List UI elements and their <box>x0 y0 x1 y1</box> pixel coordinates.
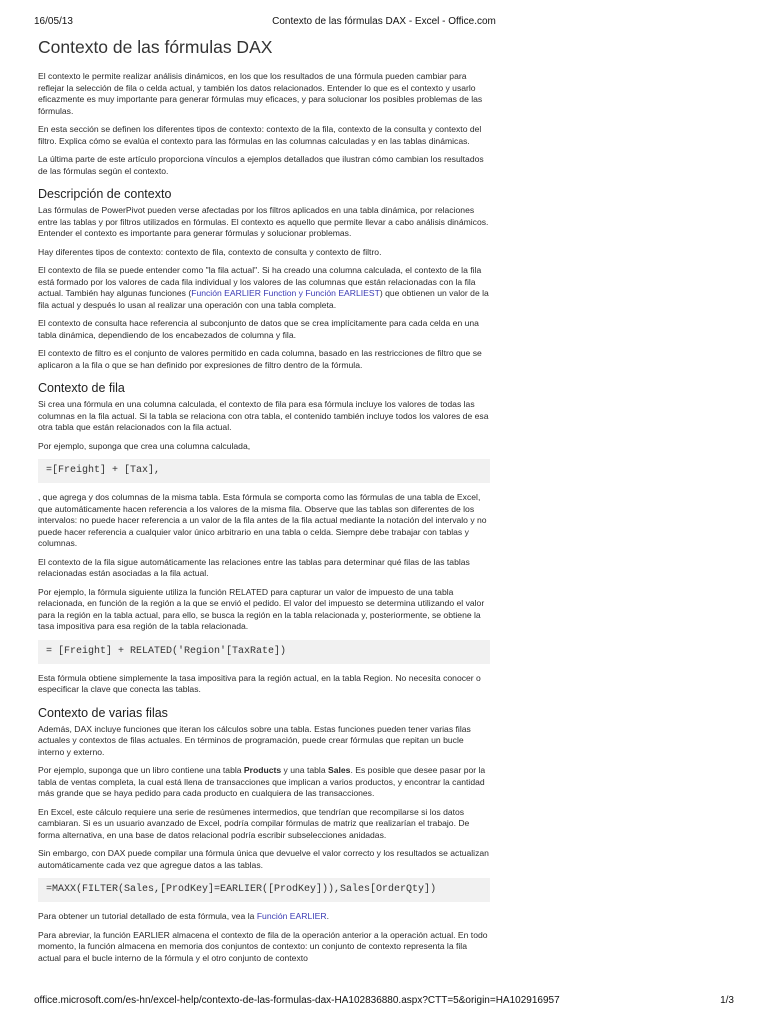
paragraph: Por ejemplo, suponga que crea una columna calculada, <box>38 440 251 451</box>
text: . <box>326 911 329 921</box>
section-heading-contexto-fila: Contexto de fila <box>38 381 125 395</box>
print-title: Contexto de las fórmulas DAX - Excel - Office.com <box>272 16 496 27</box>
text: El contexto de fila se puede entender como "la fila actual". Si ha creado una columna calculada, el contexto de la fila está formado por los valores de cada fila individual y los valores de las columnas que están relacionadas con la fila actual. También hay algunas funciones ( <box>38 265 482 298</box>
code-block: = [Freight] + RELATED('Region'[TaxRate]) <box>38 640 490 664</box>
page-url: office.microsoft.com/es-hn/excel-help/contexto-de-las-formulas-dax-HA102836880.aspx?CTT=5&origin=HA102916957 <box>34 995 560 1006</box>
page-number: 1/3 <box>720 995 734 1006</box>
link-funcion-earlier[interactable]: Función EARLIER <box>256 911 327 921</box>
paragraph: El contexto de filtro es el conjunto de valores permitido en cada columna, basado en las restricciones de filtro que se aplicaron a la fila o que se han definido por expresiones de filtro dentro de la fórmula. <box>38 348 482 370</box>
intro-paragraph: En esta sección se definen los diferentes tipos de contexto: contexto de la fila, contexto de la consulta y contexto del filtro. Explica cómo se evalúa el contexto para las fórmulas en las columnas calculadas y en las tablas dinámicas. <box>38 124 482 146</box>
paragraph: El contexto de la fila sigue automáticamente las relaciones entre las tablas para determinar qué filas de las tablas relacionadas están asociadas a la fila actual. <box>38 556 470 578</box>
paragraph <box>38 265 490 311</box>
intro-paragraph: La última parte de este artículo proporciona vínculos a ejemplos detallados que ilustran cómo cambian los resultados de las fórmulas según el contexto. <box>38 154 484 176</box>
text: . Es posible que desee pasar por la tabla de ventas completa, la cual está llena de transacciones que implican a varios productos, y encontrar la cantidad más grande que se haya pedido para cada producto en cualquiera de las transacciones. <box>38 765 486 798</box>
print-date: 16/05/13 <box>34 16 73 27</box>
paragraph: Las fórmulas de PowerPivot pueden verse afectadas por los filtros aplicados en una tabla dinámica, por relaciones entre las tablas y por filtros utilizados en fórmulas. El contexto es aquello que permite llevar a cabo análisis dinámicos. Entender el contexto es importante para generar fórmulas y solucionar problemas. <box>38 205 489 238</box>
paragraph: Para abreviar, la función EARLIER almacena el contexto de fila de la operación anterior a la operación actual. En todo momento, la función almacena en memoria dos conjuntos de contexto: un conjunto de contexto representa la fila actual para el bucle interno de la fórmula y el otro conjunto de contexto <box>38 929 488 963</box>
paragraph: En Excel, este cálculo requiere una serie de resúmenes intermedios, que tendrían que recompilarse si los datos cambiaran. Si es un usuario avanzado de Excel, podría compilar fórmulas de matriz que realizarían el trabajo. De forma alternativa, en una base de datos relacional podría escribir subselecciones anidadas. <box>38 806 470 840</box>
paragraph: Por ejemplo, la fórmula siguiente utiliza la función RELATED para capturar un valor de impuesto de una tabla relacionada, en función de la región a la que se envió el pedido. El valor del impuesto se determina utilizando el valor para la región en la tabla actual, para ello, se busca la región en la tabla relacionada y, posteriormente, se obtiene la tasa impositiva para esa región de la tabla relacionada. <box>38 586 485 631</box>
bold-term: Sales <box>328 765 351 775</box>
article <box>38 36 490 971</box>
paragraph: Si crea una fórmula en una columna calculada, el contexto de fila para esa fórmula incluye los valores de todas las columnas en la fila actual. Si la tabla se relaciona con otra tabla, el contenido también incluye todos los valores de esa otra tabla que están relacionados con la fila actual. <box>38 399 489 432</box>
link-earlier-earliest[interactable]: Función EARLIER Function y Función EARLIEST <box>191 288 380 298</box>
text: Para obtener un tutorial detallado de esta fórmula, vea la <box>38 911 257 921</box>
paragraph: Además, DAX incluye funciones que iteran los cálculos sobre una tabla. Estas funciones pueden tener varias filas actuales y contextos de filas actuales. En términos de programación, puede crear fórmulas que repitan un bucle interno y externo. <box>38 723 471 757</box>
bold-term: Products <box>243 765 282 775</box>
intro-paragraph: El contexto le permite realizar análisis dinámicos, en los que los resultados de una fórmula pueden cambiar para reflejar la selección de fila o celda actual, y también los datos relacionados. Entender lo que es el contexto y usarlo eficazmente es muy importante para generar fórmulas muy eficaces, y para solucionar los posibles problemas de las fórmulas. <box>38 71 483 116</box>
paragraph: Sin embargo, con DAX puede compilar una fórmula única que devuelve el valor correcto y los resultados se actualizan automáticamente cada vez que agregue datos a las tablas. <box>38 848 489 870</box>
article-title: Contexto de las fórmulas DAX <box>38 37 273 57</box>
section-heading-descripcion: Descripción de contexto <box>38 187 172 201</box>
section-heading-varias-filas: Contexto de varias filas <box>38 705 168 720</box>
text: y una tabla <box>281 765 328 775</box>
code-block: =[Freight] + [Tax], <box>38 459 490 483</box>
paragraph: Esta fórmula obtiene simplemente la tasa impositiva para la región actual, en la tabla Region. No necesita conocer o especificar la clave que conecta las tablas. <box>38 672 481 694</box>
paragraph: El contexto de consulta hace referencia al subconjunto de datos que se crea implícitamente para cada celda en una tabla dinámica, dependiendo de los encabezados de columna y fila. <box>38 318 479 340</box>
text: ) que obtienen un valor de la fila actual y después lo usan al realizar una operación con una tabla completa. <box>38 288 489 310</box>
text: Por ejemplo, suponga que un libro contiene una tabla <box>38 765 244 775</box>
paragraph <box>38 765 490 800</box>
paragraph: , que agrega y dos columnas de la misma tabla. Esta fórmula se comporta como las fórmulas de una tabla de Excel, que automáticamente hacen referencia a los valores de la misma fila. Observe que las tablas son diferentes de los intervalos: no puede hacer referencia a un valor de la fila antes de la fila actual mediante la notación del intervalo y no puede hacer referencia a cualquier valor único arbitrario en una tabla o celda. Siempre debe trabajar con tablas y columnas. <box>38 492 487 548</box>
code-block: =MAXX(FILTER(Sales,[ProdKey]=EARLIER([ProdKey])),Sales[OrderQty]) <box>38 878 490 902</box>
paragraph: Hay diferentes tipos de contexto: contexto de fila, contexto de consulta y contexto de filtro. <box>38 246 382 257</box>
paragraph <box>38 911 490 923</box>
print-header <box>34 16 734 32</box>
